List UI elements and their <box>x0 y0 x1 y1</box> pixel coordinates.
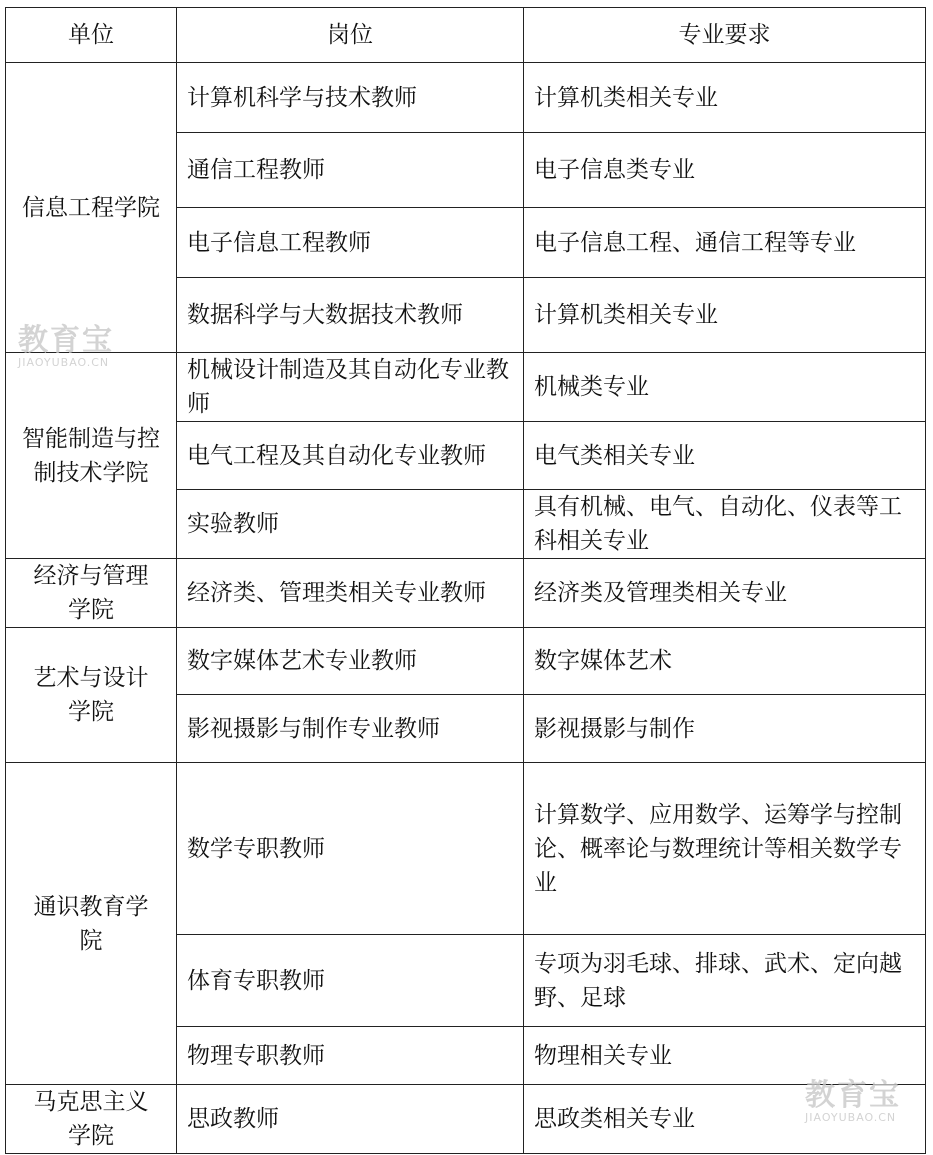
watermark-domain: JIAOYUBAO.CN <box>805 1111 897 1124</box>
unit-name: 经济与管理学院 <box>33 563 149 623</box>
table-row <box>6 763 926 935</box>
post-cell: 数字媒体艺术专业教师 <box>177 628 524 695</box>
requirement-cell: 电气类相关专业 <box>524 422 926 490</box>
post-cell: 机械设计制造及其自动化专业教师 <box>177 353 524 422</box>
post-cell: 思政教师 <box>177 1085 524 1154</box>
post-cell: 数学专职教师 <box>177 763 524 935</box>
post-cell: 通信工程教师 <box>177 133 524 208</box>
unit-name: 智能制造与控制技术学院 <box>22 425 160 486</box>
unit-cell <box>6 628 177 763</box>
unit-cell <box>6 559 177 628</box>
watermark-domain: JIAOYUBAO.CN <box>18 356 110 369</box>
requirement-cell: 计算数学、应用数学、运筹学与控制论、概率论与数理统计等相关数学专业 <box>524 763 926 935</box>
recruitment-table <box>5 7 926 1154</box>
header-row <box>6 8 926 63</box>
requirement-cell: 数字媒体艺术 <box>524 628 926 695</box>
watermark-text: 教育宝 <box>18 323 114 358</box>
post-cell: 电气工程及其自动化专业教师 <box>177 422 524 490</box>
requirement-cell: 计算机类相关专业 <box>524 63 926 133</box>
post-cell: 电子信息工程教师 <box>177 208 524 278</box>
table-row <box>6 559 926 628</box>
table-row <box>6 1085 926 1154</box>
requirement-cell: 专项为羽毛球、排球、武术、定向越野、足球 <box>524 935 926 1027</box>
post-cell: 计算机科学与技术教师 <box>177 63 524 133</box>
post-cell: 经济类、管理类相关专业教师 <box>177 559 524 628</box>
header-post: 岗位 <box>177 8 524 63</box>
post-cell: 物理专职教师 <box>177 1027 524 1085</box>
watermark-text: 教育宝 <box>805 1078 901 1113</box>
unit-cell <box>6 63 177 353</box>
post-cell: 实验教师 <box>177 490 524 559</box>
unit-name: 马克思主义学院 <box>33 1089 149 1149</box>
requirement-cell: 具有机械、电气、自动化、仪表等工科相关专业 <box>524 490 926 559</box>
requirement-cell: 机械类专业 <box>524 353 926 422</box>
requirement-cell: 物理相关专业 <box>524 1027 926 1085</box>
unit-name: 艺术与设计学院 <box>33 665 149 725</box>
unit-name: 通识教育学院 <box>33 893 149 954</box>
unit-cell <box>6 763 177 1085</box>
requirement-cell: 思政类相关专业 <box>524 1085 926 1154</box>
requirement-cell: 影视摄影与制作 <box>524 695 926 763</box>
header-unit: 单位 <box>6 8 177 63</box>
table-row <box>6 353 926 422</box>
table-row <box>6 63 926 133</box>
table-row <box>6 628 926 695</box>
header-requirement: 专业要求 <box>524 8 926 63</box>
unit-name: 信息工程学院 <box>22 194 160 221</box>
post-cell: 体育专职教师 <box>177 935 524 1027</box>
post-cell: 影视摄影与制作专业教师 <box>177 695 524 763</box>
requirement-cell: 电子信息工程、通信工程等专业 <box>524 208 926 278</box>
unit-cell <box>6 353 177 559</box>
requirement-cell: 经济类及管理类相关专业 <box>524 559 926 628</box>
unit-cell <box>6 1085 177 1154</box>
requirement-cell: 计算机类相关专业 <box>524 278 926 353</box>
post-cell: 数据科学与大数据技术教师 <box>177 278 524 353</box>
requirement-cell: 电子信息类专业 <box>524 133 926 208</box>
